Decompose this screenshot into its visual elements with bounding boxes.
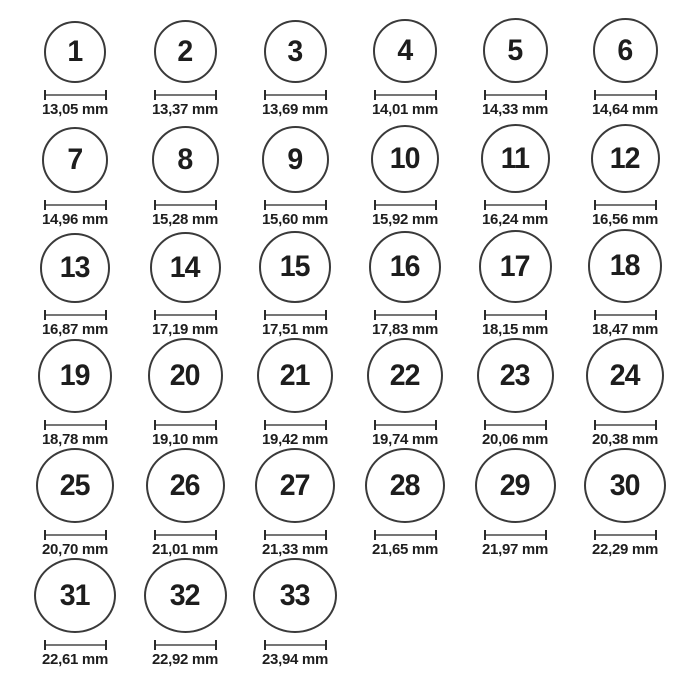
diameter-measure-line <box>264 200 327 210</box>
ring-size-cell <box>240 338 350 448</box>
diameter-measure-line <box>484 200 547 210</box>
diameter-label: 14,01 mm <box>372 101 438 118</box>
diameter-measure-line <box>374 530 437 540</box>
ring-circle <box>483 18 548 83</box>
diameter-label: 16,87 mm <box>42 321 108 338</box>
ring-circle <box>588 229 662 303</box>
ring-size-cell <box>130 228 240 338</box>
ring-size-cell <box>130 118 240 228</box>
ring-size-number: 20 <box>170 358 200 392</box>
diameter-measure-line <box>264 530 327 540</box>
measure-tick-right-icon <box>105 90 107 100</box>
measure-tick-right-icon <box>545 420 547 430</box>
measure-tick-right-icon <box>435 90 437 100</box>
measure-bar <box>596 534 655 536</box>
ring-circle <box>373 19 437 83</box>
diameter-label: 16,56 mm <box>592 211 658 228</box>
measure-tick-right-icon <box>215 200 217 210</box>
ring-size-number: 12 <box>610 141 640 175</box>
diameter-measure-line <box>484 310 547 320</box>
diameter-label: 17,83 mm <box>372 321 438 338</box>
ring-size-number: 11 <box>500 141 530 175</box>
diameter-label: 21,97 mm <box>482 541 548 558</box>
ring-circle <box>586 338 664 413</box>
measure-bar <box>266 204 325 206</box>
measure-bar <box>46 314 105 316</box>
measure-tick-right-icon <box>545 530 547 540</box>
diameter-label: 23,94 mm <box>262 651 328 668</box>
ring-circle <box>40 233 110 303</box>
measure-bar <box>376 94 435 96</box>
measure-tick-right-icon <box>215 90 217 100</box>
ring-size-cell <box>240 118 350 228</box>
ring-size-number: 17 <box>500 249 530 283</box>
measure-bar <box>266 424 325 426</box>
measure-tick-right-icon <box>655 530 657 540</box>
ring-size-number: 9 <box>287 142 303 176</box>
diameter-measure-line <box>154 90 217 100</box>
ring-size-number: 7 <box>67 143 83 176</box>
diameter-label: 22,92 mm <box>152 651 218 668</box>
diameter-label: 17,51 mm <box>262 321 328 338</box>
ring-size-cell <box>20 8 130 118</box>
diameter-measure-line <box>484 420 547 430</box>
ring-size-cell <box>350 448 460 558</box>
ring-size-number: 29 <box>500 468 530 502</box>
ring-circle <box>479 230 552 303</box>
measure-bar <box>46 204 105 206</box>
measure-tick-right-icon <box>105 310 107 320</box>
measure-bar <box>376 534 435 536</box>
ring-circle <box>44 21 106 83</box>
ring-size-cell <box>130 558 240 668</box>
ring-size-cell <box>20 448 130 558</box>
ring-size-number: 2 <box>177 34 193 68</box>
ring-size-number: 18 <box>610 249 640 282</box>
ring-size-cell <box>460 338 570 448</box>
diameter-measure-line <box>264 90 327 100</box>
ring-size-cell <box>20 338 130 448</box>
measure-tick-right-icon <box>325 200 327 210</box>
ring-circle <box>150 232 221 303</box>
measure-bar <box>486 204 545 206</box>
ring-size-cell <box>240 228 350 338</box>
ring-size-number: 22 <box>390 358 420 392</box>
measure-tick-right-icon <box>325 310 327 320</box>
measure-bar <box>376 424 435 426</box>
measure-tick-right-icon <box>325 90 327 100</box>
ring-circle <box>593 18 658 83</box>
diameter-measure-line <box>44 90 107 100</box>
diameter-label: 19,10 mm <box>152 431 218 448</box>
ring-size-cell <box>240 448 350 558</box>
ring-size-number: 16 <box>390 250 420 283</box>
ring-size-number: 24 <box>610 358 640 392</box>
diameter-measure-line <box>44 420 107 430</box>
ring-size-number: 8 <box>177 142 193 176</box>
ring-circle <box>591 124 660 193</box>
measure-bar <box>156 424 215 426</box>
diameter-measure-line <box>594 420 657 430</box>
ring-size-cell <box>240 558 350 668</box>
diameter-measure-line <box>374 420 437 430</box>
ring-size-number: 33 <box>280 578 310 612</box>
ring-size-number: 5 <box>507 33 523 67</box>
measure-tick-right-icon <box>215 640 217 650</box>
measure-tick-right-icon <box>105 200 107 210</box>
diameter-label: 17,19 mm <box>152 321 218 338</box>
measure-tick-right-icon <box>325 530 327 540</box>
diameter-label: 14,64 mm <box>592 101 658 118</box>
measure-bar <box>596 94 655 96</box>
ring-circle <box>34 558 116 633</box>
ring-circle <box>146 448 225 523</box>
measure-tick-right-icon <box>215 310 217 320</box>
ring-size-number: 25 <box>60 468 90 502</box>
measure-bar <box>486 534 545 536</box>
measure-tick-right-icon <box>545 200 547 210</box>
diameter-measure-line <box>44 530 107 540</box>
ring-size-number: 13 <box>60 251 90 284</box>
diameter-measure-line <box>484 530 547 540</box>
measure-bar <box>486 94 545 96</box>
ring-size-number: 6 <box>617 33 633 67</box>
diameter-label: 13,05 mm <box>42 101 108 118</box>
measure-bar <box>156 534 215 536</box>
ring-circle <box>262 126 329 193</box>
ring-size-cell <box>570 228 680 338</box>
ring-size-cell <box>570 118 680 228</box>
diameter-label: 20,06 mm <box>482 431 548 448</box>
diameter-measure-line <box>44 310 107 320</box>
ring-size-number: 32 <box>170 578 200 612</box>
ring-circle <box>257 338 333 413</box>
ring-circle <box>477 338 554 413</box>
measure-bar <box>596 424 655 426</box>
diameter-measure-line <box>484 90 547 100</box>
diameter-measure-line <box>374 310 437 320</box>
diameter-label: 19,74 mm <box>372 431 438 448</box>
ring-circle <box>264 20 327 83</box>
diameter-label: 22,29 mm <box>592 541 658 558</box>
diameter-measure-line <box>44 200 107 210</box>
diameter-label: 15,60 mm <box>262 211 328 228</box>
ring-size-cell <box>570 448 680 558</box>
measure-tick-right-icon <box>215 530 217 540</box>
ring-size-cell <box>570 8 680 118</box>
diameter-label: 19,42 mm <box>262 431 328 448</box>
measure-bar <box>596 204 655 206</box>
ring-size-number: 1 <box>67 35 83 68</box>
ring-size-number: 21 <box>280 358 310 392</box>
ring-size-number: 15 <box>280 250 310 283</box>
ring-size-number: 23 <box>500 358 530 392</box>
ring-size-cell <box>20 228 130 338</box>
measure-bar <box>46 424 105 426</box>
diameter-label: 16,24 mm <box>482 211 548 228</box>
ring-circle <box>154 20 217 83</box>
diameter-measure-line <box>594 90 657 100</box>
diameter-label: 13,69 mm <box>262 101 328 118</box>
diameter-measure-line <box>594 200 657 210</box>
ring-size-cell <box>240 8 350 118</box>
measure-bar <box>156 314 215 316</box>
ring-size-number: 19 <box>60 359 90 392</box>
ring-circle <box>144 558 227 633</box>
measure-tick-right-icon <box>435 310 437 320</box>
diameter-label: 20,70 mm <box>42 541 108 558</box>
ring-size-cell <box>350 338 460 448</box>
diameter-label: 18,15 mm <box>482 321 548 338</box>
ring-circle <box>152 126 219 193</box>
measure-bar <box>266 94 325 96</box>
ring-size-cell <box>460 8 570 118</box>
diameter-measure-line <box>154 200 217 210</box>
diameter-measure-line <box>154 530 217 540</box>
diameter-measure-line <box>44 640 107 650</box>
ring-size-number: 30 <box>610 468 640 502</box>
ring-size-cell <box>20 118 130 228</box>
diameter-label: 15,28 mm <box>152 211 218 228</box>
diameter-label: 21,01 mm <box>152 541 218 558</box>
ring-size-cell <box>350 118 460 228</box>
diameter-label: 14,96 mm <box>42 211 108 228</box>
measure-bar <box>486 314 545 316</box>
diameter-label: 18,47 mm <box>592 321 658 338</box>
ring-size-number: 31 <box>60 578 90 612</box>
ring-circle <box>371 125 439 193</box>
ring-circle <box>584 448 666 523</box>
measure-bar <box>376 314 435 316</box>
ring-size-number: 10 <box>390 142 420 175</box>
ring-size-number: 28 <box>390 468 420 502</box>
measure-bar <box>46 534 105 536</box>
diameter-measure-line <box>264 420 327 430</box>
ring-circle <box>42 127 108 193</box>
ring-size-cell <box>570 338 680 448</box>
ring-circle <box>253 558 337 633</box>
measure-bar <box>46 94 105 96</box>
measure-tick-right-icon <box>105 530 107 540</box>
measure-tick-right-icon <box>545 310 547 320</box>
diameter-label: 14,33 mm <box>482 101 548 118</box>
diameter-label: 21,33 mm <box>262 541 328 558</box>
measure-bar <box>266 644 325 646</box>
measure-tick-right-icon <box>655 420 657 430</box>
measure-tick-right-icon <box>325 420 327 430</box>
diameter-label: 22,61 mm <box>42 651 108 668</box>
ring-circle <box>148 338 223 413</box>
ring-size-cell <box>460 118 570 228</box>
ring-circle <box>367 338 443 413</box>
measure-tick-right-icon <box>655 90 657 100</box>
ring-size-number: 27 <box>280 468 310 502</box>
measure-tick-right-icon <box>215 420 217 430</box>
measure-bar <box>156 204 215 206</box>
measure-tick-right-icon <box>655 200 657 210</box>
diameter-measure-line <box>374 90 437 100</box>
diameter-label: 15,92 mm <box>372 211 438 228</box>
ring-circle <box>255 448 335 523</box>
diameter-measure-line <box>154 640 217 650</box>
diameter-label: 18,78 mm <box>42 431 108 448</box>
diameter-measure-line <box>374 200 437 210</box>
measure-tick-right-icon <box>105 640 107 650</box>
ring-circle <box>38 339 112 413</box>
ring-circle <box>475 448 556 523</box>
diameter-measure-line <box>594 310 657 320</box>
ring-circle <box>369 231 441 303</box>
measure-bar <box>486 424 545 426</box>
diameter-measure-line <box>264 310 327 320</box>
measure-bar <box>376 204 435 206</box>
ring-circle <box>259 231 331 303</box>
diameter-label: 21,65 mm <box>372 541 438 558</box>
ring-size-cell <box>460 228 570 338</box>
diameter-measure-line <box>594 530 657 540</box>
ring-size-cell <box>130 448 240 558</box>
measure-bar <box>596 314 655 316</box>
ring-size-cell <box>130 338 240 448</box>
ring-circle <box>481 124 550 193</box>
measure-tick-right-icon <box>435 200 437 210</box>
diameter-measure-line <box>264 640 327 650</box>
ring-size-number: 26 <box>170 468 200 502</box>
measure-tick-right-icon <box>435 530 437 540</box>
measure-tick-right-icon <box>655 310 657 320</box>
diameter-label: 13,37 mm <box>152 101 218 118</box>
ring-size-cell <box>130 8 240 118</box>
diameter-measure-line <box>154 310 217 320</box>
ring-size-number: 4 <box>397 34 413 67</box>
measure-tick-right-icon <box>435 420 437 430</box>
measure-bar <box>156 94 215 96</box>
ring-size-number: 3 <box>287 34 303 68</box>
diameter-measure-line <box>154 420 217 430</box>
ring-circle <box>365 448 445 523</box>
measure-tick-right-icon <box>545 90 547 100</box>
measure-tick-right-icon <box>325 640 327 650</box>
ring-size-cell <box>20 558 130 668</box>
ring-circle <box>36 448 114 523</box>
measure-bar <box>266 314 325 316</box>
measure-bar <box>46 644 105 646</box>
ring-size-cell <box>460 448 570 558</box>
measure-bar <box>156 644 215 646</box>
ring-size-cell <box>350 8 460 118</box>
ring-size-cell <box>350 228 460 338</box>
measure-bar <box>266 534 325 536</box>
measure-tick-right-icon <box>105 420 107 430</box>
ring-size-number: 14 <box>170 250 200 284</box>
diameter-label: 20,38 mm <box>592 431 658 448</box>
